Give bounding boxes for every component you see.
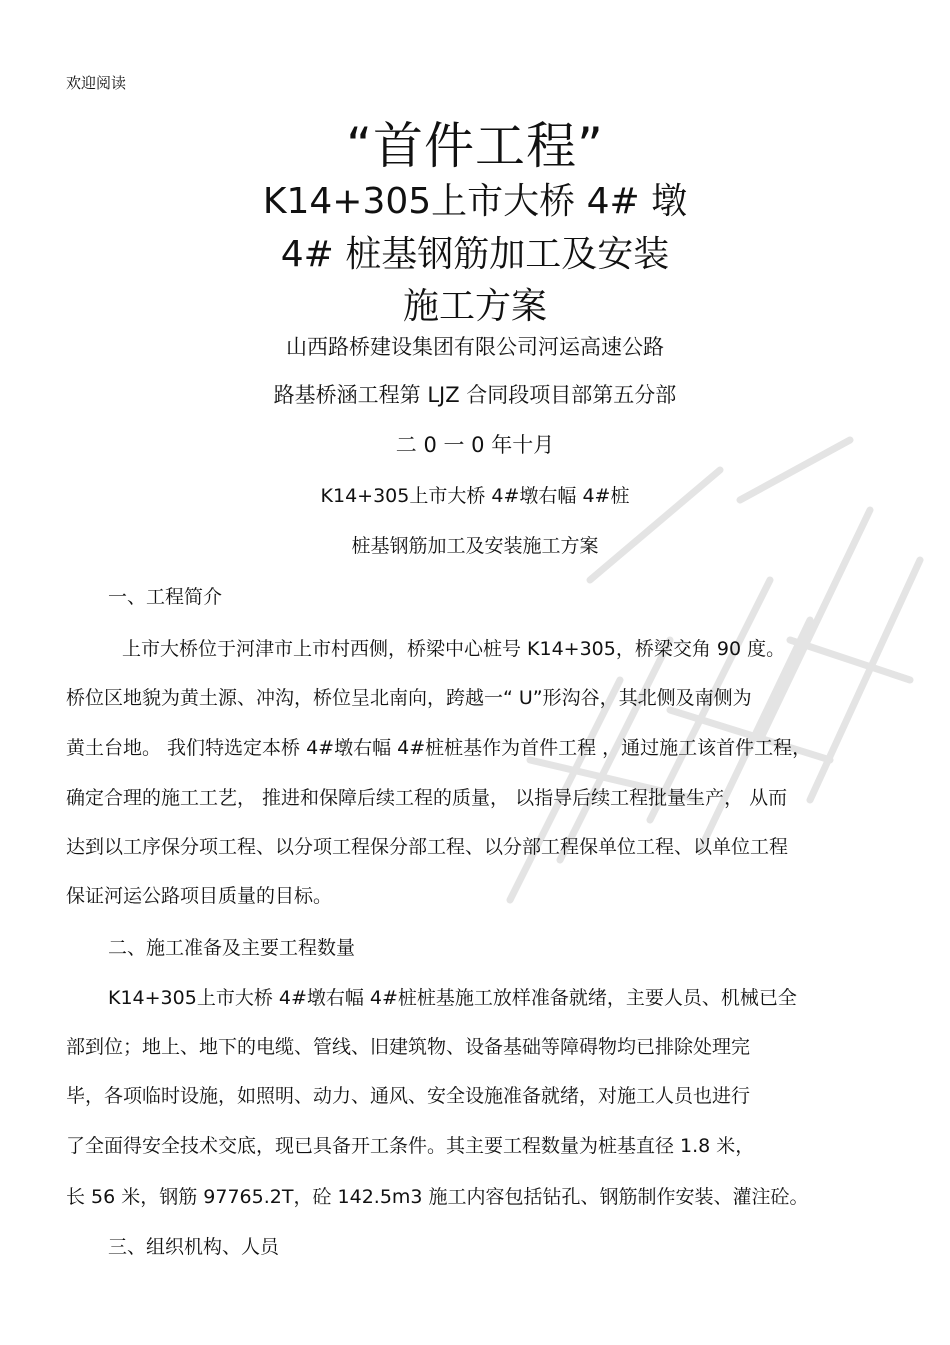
section2-line: 部到位；地上、地下的电缆、管线、旧建筑物、设备基础等障碍物均已排除处理完 xyxy=(66,1036,751,1058)
section1-line: 确定合理的施工工艺， 推进和保障后续工程的质量， 以指导后续工程批量生产， 从而 xyxy=(66,787,788,809)
section3-heading: 三、组织机构、人员 xyxy=(108,1236,280,1258)
cover-title-line4: 施工方案 xyxy=(402,286,547,327)
section1-line: 保证河运公路项目质量的目标。 xyxy=(66,885,333,907)
section1-line: 桥位区地貌为黄土源、冲沟，桥位呈北南向，跨越一“ U”形沟谷，其北侧及南侧为 xyxy=(66,687,752,709)
section1-line: 达到以工序保分项工程、以分项工程保分部工程、以分部工程保单位工程、以单位工程 xyxy=(66,836,789,858)
cover-title-line3: 4# 桩基钢筋加工及安装 xyxy=(280,234,670,275)
section2-line: K14+305上市大桥 4#墩右幅 4#桩桩基施工放样准备就绪，主要人员、机械已全 xyxy=(108,987,797,1009)
cover-title-line2: K14+305上市大桥 4# 墩 xyxy=(262,181,688,222)
organization-line1: 山西路桥建设集团有限公司河运高速公路 xyxy=(286,335,664,359)
section2-line: 长 56 米，钢筋 97765.2T，砼 142.5m3 施工内容包括钻孔、钢筋制作安装、灌注砼。 xyxy=(66,1186,809,1208)
organization-line2: 路基桥涵工程第 LJZ 合同段项目部第五分部 xyxy=(273,383,677,407)
section1-line: 黄土台地。 我们特选定本桥 4#墩右幅 4#桩桩基作为首件工程 ，通过施工该首件工程， xyxy=(66,737,812,759)
doc-subtitle-line2: 桩基钢筋加工及安装施工方案 xyxy=(351,535,599,557)
section2-line: 毕，各项临时设施，如照明、动力、通风、安全设施准备就绪，对施工人员也进行 xyxy=(66,1085,751,1107)
cover-date: 二 0 一 0 年十月 xyxy=(395,433,555,457)
section2-heading: 二、施工准备及主要工程数量 xyxy=(108,937,356,959)
section2-line: 了全面得安全技术交底，现已具备开工条件。其主要工程数量为桩基直径 1.8 米， xyxy=(66,1135,755,1157)
header-note: 欢迎阅读 xyxy=(66,74,127,92)
cover-title-quote: “首件工程” xyxy=(346,117,604,175)
doc-subtitle-line1: K14+305上市大桥 4#墩右幅 4#桩 xyxy=(320,485,630,507)
section1-heading: 一、工程简介 xyxy=(108,586,223,608)
section1-line: 上市大桥位于河津市上市村西侧，桥梁中心桩号 K14+305，桥梁交角 90 度。 xyxy=(122,638,786,660)
